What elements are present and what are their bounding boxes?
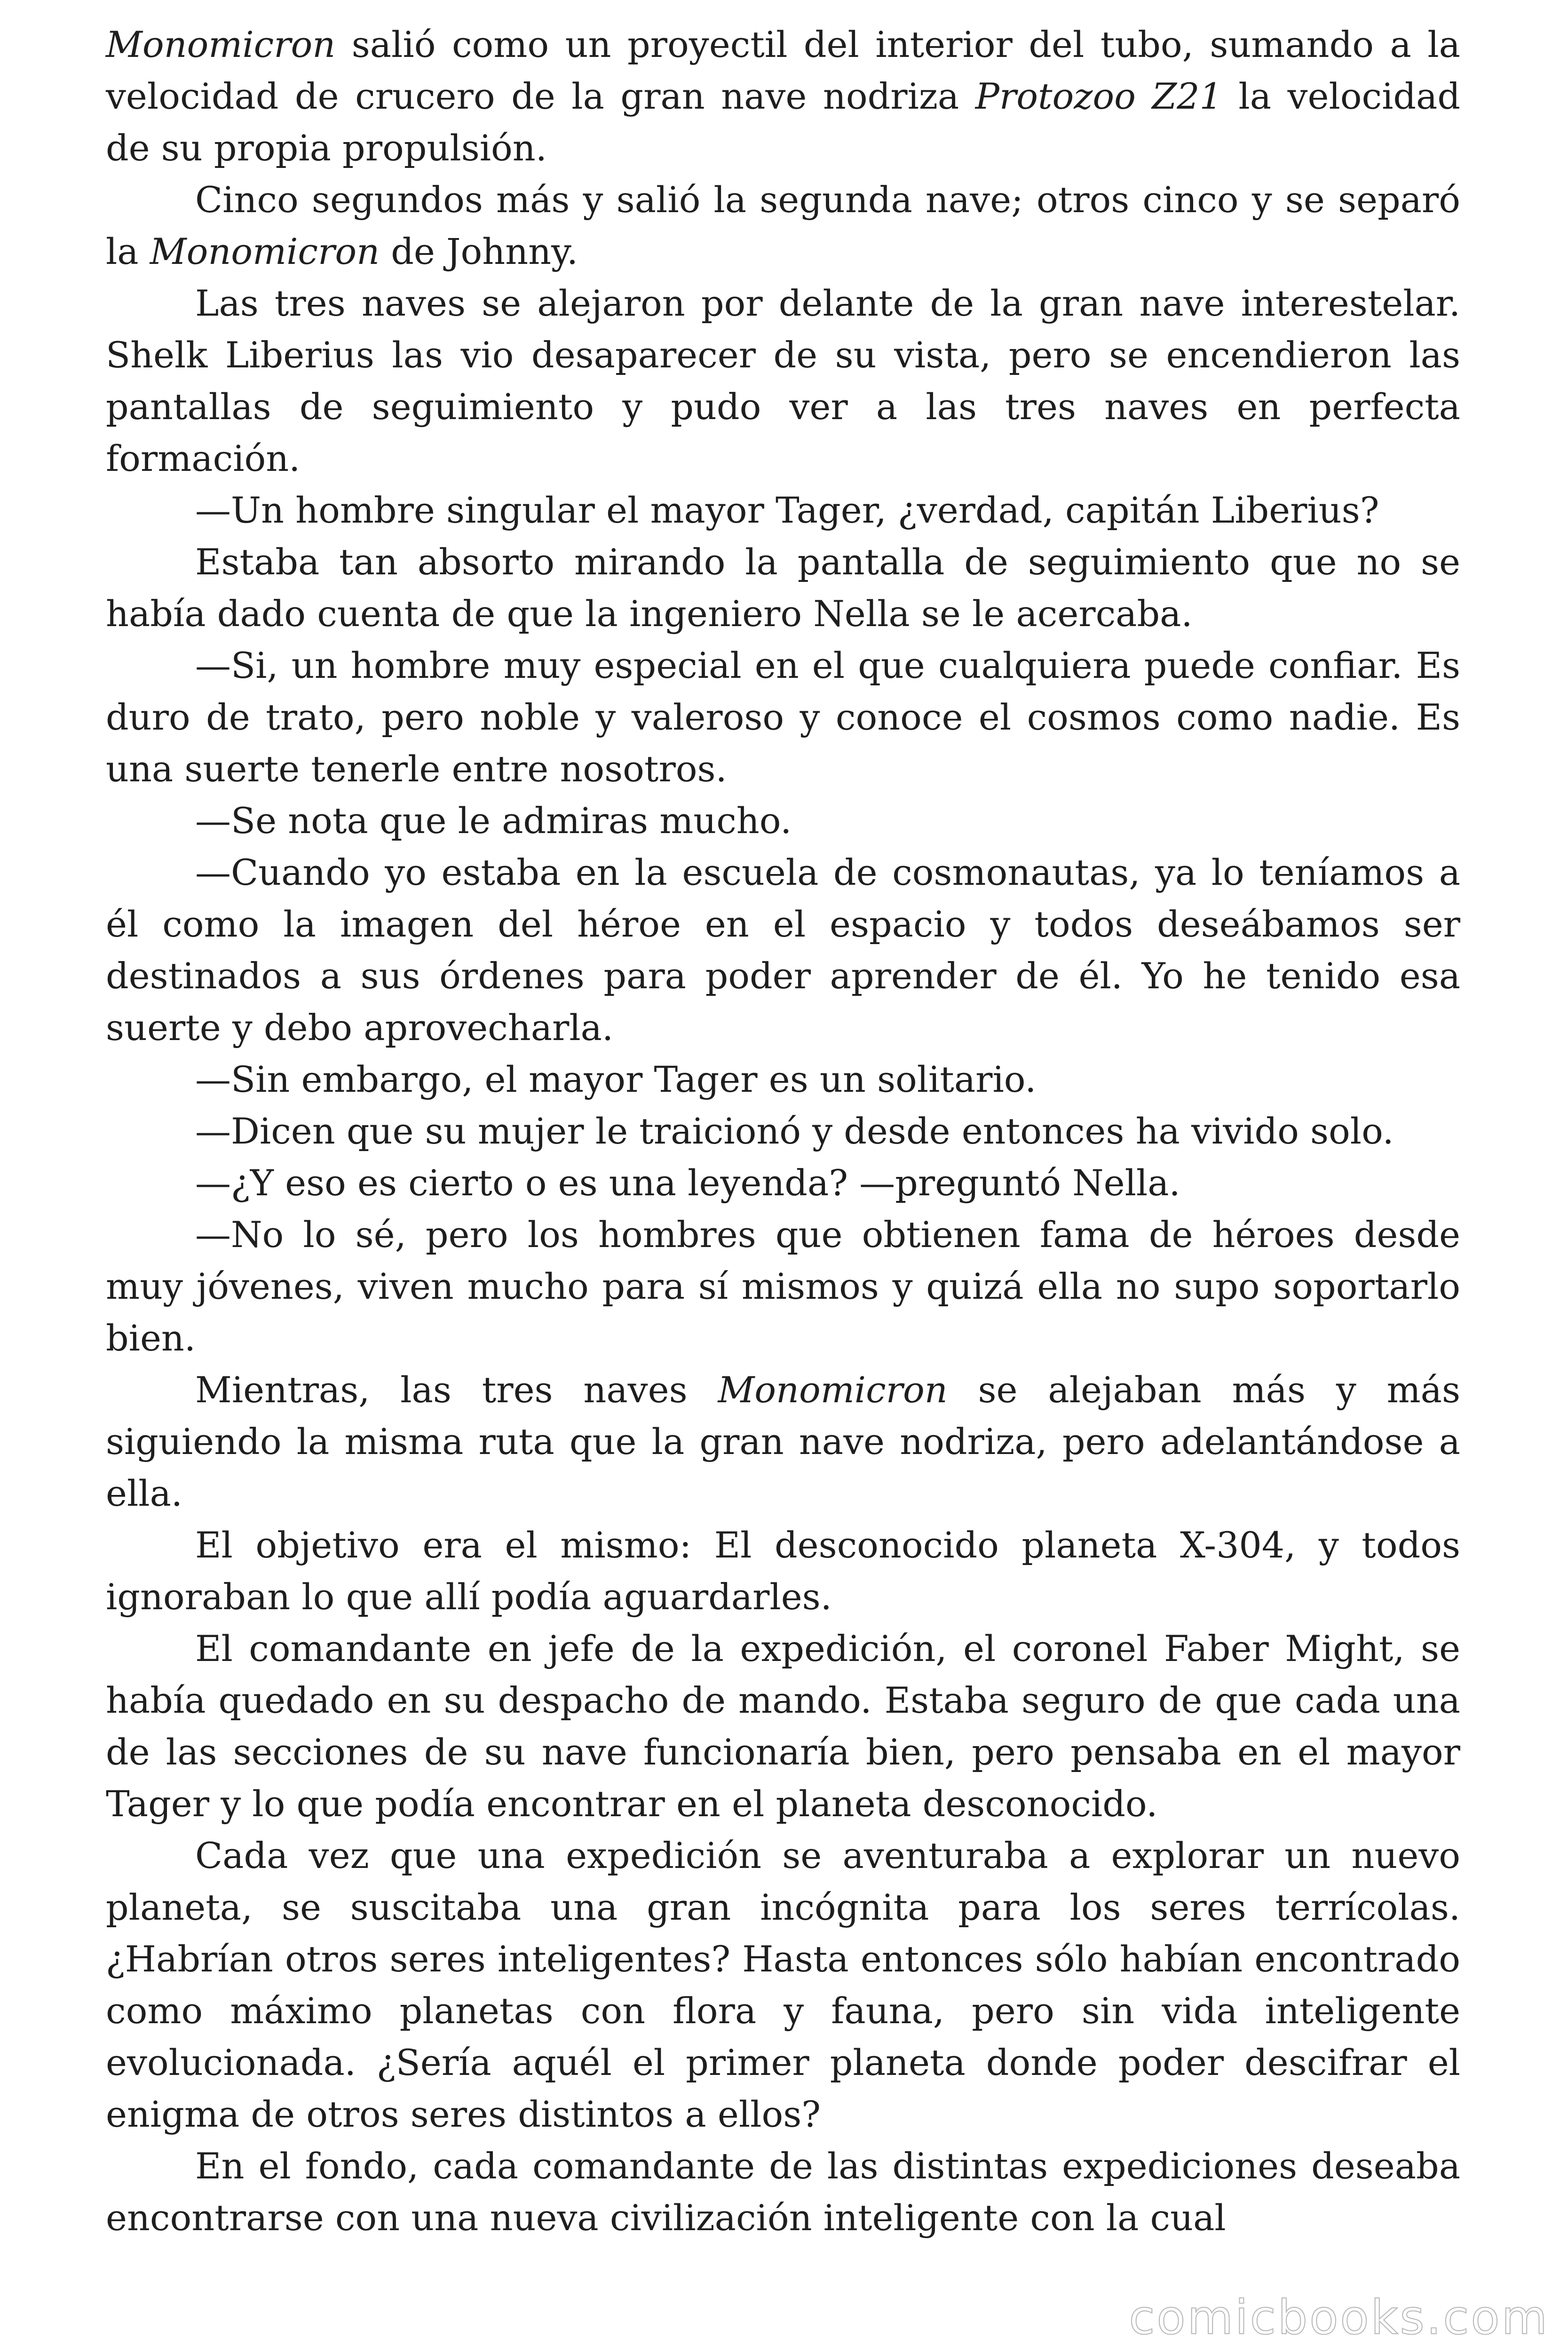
paragraph bbox=[106, 1830, 1460, 2140]
page-body bbox=[106, 19, 1460, 2324]
watermark: comicbooks.com bbox=[1129, 2290, 1549, 2345]
text-run: El comandante en jefe de la expedición, el coronel Faber Might, se había quedado en su despacho de mando. Estaba seguro de que cada una de las secciones de su nave funcionaría bien, pero pensaba en el mayor Tager y lo que podía encontrar en el planeta desconocido. bbox=[106, 1628, 1460, 1825]
text-run: El objetivo era el mismo: El desconocido planeta X-304, y todos ignoraban lo que allí podía aguardarles. bbox=[106, 1524, 1460, 1618]
text-run: de Johnny. bbox=[380, 230, 578, 272]
text-run: Cada vez que una expedición se aventuraba a explorar un nuevo planeta, se suscitaba una gran incógnita para los seres terrícolas. ¿Habrían otros seres inteligentes? Hasta entonces sólo habían encontrado como máximo planetas con flora y fauna, pero sin vida inteligente evolucionada. ¿Sería aquél el primer planeta donde poder descifrar el enigma de otros seres distintos a ellos? bbox=[106, 1835, 1460, 2135]
text-run: Mientras, las tres naves bbox=[195, 1369, 718, 1411]
text-run: —Dicen que su mujer le traicionó y desde entonces ha vivido solo. bbox=[195, 1110, 1394, 1152]
text-run: —Un hombre singular el mayor Tager, ¿verdad, capitán Liberius? bbox=[195, 489, 1379, 531]
italic-text: Monomicron bbox=[718, 1369, 948, 1411]
paragraph bbox=[106, 1623, 1460, 1830]
paragraph bbox=[106, 1054, 1460, 1105]
text-run: se alejaban más y más siguiendo la misma ruta que la gran nave nodriza, pero adelantándose a ella. bbox=[106, 1369, 1460, 1514]
paragraph bbox=[106, 485, 1460, 536]
text-run: Estaba tan absorto mirando la pantalla de seguimiento que no se había dado cuenta de que la ingeniero Nella se le acercaba. bbox=[106, 541, 1460, 635]
paragraph bbox=[106, 1364, 1460, 1519]
paragraph bbox=[106, 2140, 1460, 2244]
text-run: —Se nota que le admiras mucho. bbox=[195, 800, 792, 842]
text-run: —Si, un hombre muy especial en el que cualquiera puede confiar. Es duro de trato, pero noble y valeroso y conoce el cosmos como nadie. Es una suerte tenerle entre nosotros. bbox=[106, 644, 1460, 790]
italic-text: Monomicron bbox=[106, 24, 336, 65]
paragraph bbox=[106, 1105, 1460, 1157]
text-run: —Sin embargo, el mayor Tager es un solitario. bbox=[195, 1058, 1037, 1100]
paragraph bbox=[106, 795, 1460, 847]
text-run: —Cuando yo estaba en la escuela de cosmonautas, ya lo teníamos a él como la imagen del héroe en el espacio y todos deseábamos ser destinados a sus órdenes para poder aprender de él. Yo he tenido esa suerte y debo aprovecharla. bbox=[106, 851, 1460, 1049]
text-run: Cinco segundos más y salió la segunda nave; otros cinco y se separó la bbox=[106, 179, 1460, 272]
paragraph bbox=[106, 19, 1460, 174]
italic-text: Protozoo Z21 bbox=[975, 75, 1222, 117]
text-run: salió como un proyectil del interior del tubo, sumando a la velocidad de crucero de la gran nave nodriza bbox=[106, 24, 1460, 117]
paragraph bbox=[106, 174, 1460, 278]
paragraph bbox=[106, 1157, 1460, 1209]
paragraph bbox=[106, 1519, 1460, 1623]
paragraph bbox=[106, 536, 1460, 640]
text-run: la velocidad de su propia propulsión. bbox=[106, 75, 1461, 169]
paragraph bbox=[106, 847, 1460, 1054]
paragraph bbox=[106, 1209, 1460, 1364]
text-run: Las tres naves se alejaron por delante de la gran nave interestelar. Shelk Liberius las vio desaparecer de su vista, pero se encendieron las pantallas de seguimiento y pudo ver a las tres naves en perfecta formación. bbox=[106, 282, 1460, 479]
text-run: En el fondo, cada comandante de las distintas expediciones deseaba encontrarse con una nueva civilización inteligente con la cual bbox=[106, 2145, 1460, 2239]
paragraph bbox=[106, 278, 1460, 485]
text-run: —No lo sé, pero los hombres que obtienen fama de héroes desde muy jóvenes, viven mucho para sí mismos y quizá ella no supo soportarlo bien. bbox=[106, 1214, 1460, 1359]
paragraph bbox=[106, 640, 1460, 795]
text-run: —¿Y eso es cierto o es una leyenda? —preguntó Nella. bbox=[195, 1162, 1180, 1204]
italic-text: Monomicron bbox=[150, 230, 380, 272]
